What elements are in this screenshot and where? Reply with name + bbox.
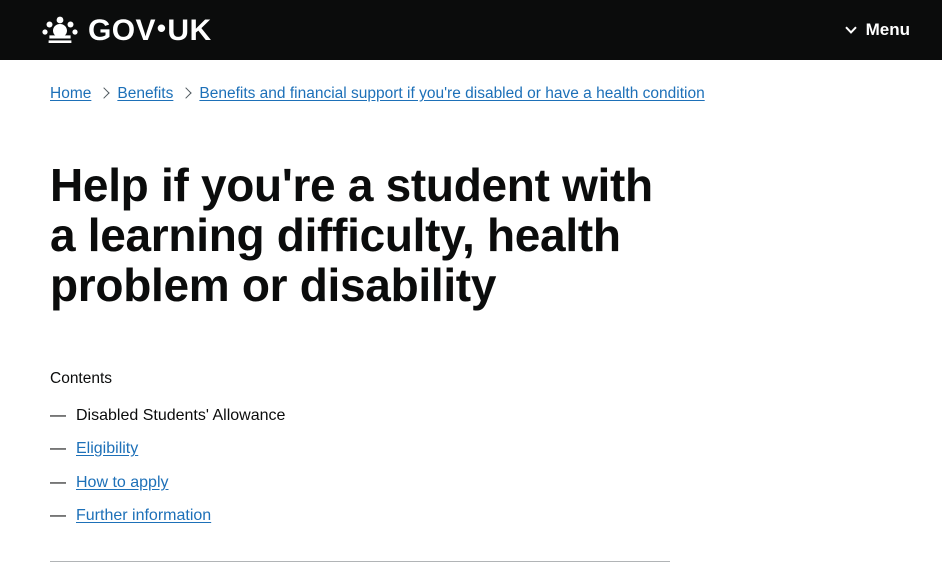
- chevron-right-icon: [99, 87, 110, 98]
- chevron-right-icon: [181, 87, 192, 98]
- contents-heading: Contents: [50, 369, 113, 387]
- govuk-wordmark: [88, 12, 212, 47]
- contents-link-disabled-students-allowance: Disabled Students' Allowance: [76, 406, 286, 424]
- contents-section: [50, 369, 670, 562]
- menu-button-label: Menu: [865, 20, 910, 39]
- dash-icon: —: [50, 507, 66, 525]
- dash-icon: —: [50, 406, 66, 424]
- page-title: Help if you're a student with a learning difficulty, health problem or disability: [50, 159, 653, 312]
- brand-uk: UK: [167, 13, 212, 47]
- menu-button[interactable]: [843, 16, 912, 44]
- list-item: [50, 505, 670, 527]
- contents-link-eligibility[interactable]: Eligibility: [76, 440, 139, 458]
- list-item: [50, 405, 670, 427]
- brand-gov: GOV: [88, 13, 156, 47]
- contents-link-further-information[interactable]: Further information: [76, 507, 212, 525]
- breadcrumb-item-benefits-disabled[interactable]: Benefits and financial support if you're disabled or have a health condition: [199, 85, 705, 102]
- contents-link-how-to-apply[interactable]: How to apply: [76, 473, 169, 491]
- govuk-logo-link[interactable]: [42, 12, 212, 47]
- chevron-down-icon: [845, 26, 857, 34]
- dash-icon: —: [50, 473, 66, 491]
- site-header: [0, 0, 942, 60]
- crown-icon: [42, 15, 78, 45]
- brand-dot: •: [156, 12, 167, 43]
- contents-list: [50, 405, 670, 527]
- main-content: [0, 160, 942, 562]
- breadcrumb-item-home[interactable]: Home: [50, 85, 92, 102]
- dash-icon: —: [50, 440, 66, 458]
- breadcrumb: [0, 60, 942, 104]
- breadcrumb-item-benefits[interactable]: Benefits: [117, 85, 174, 102]
- list-item: [50, 438, 670, 460]
- list-item: [50, 472, 670, 494]
